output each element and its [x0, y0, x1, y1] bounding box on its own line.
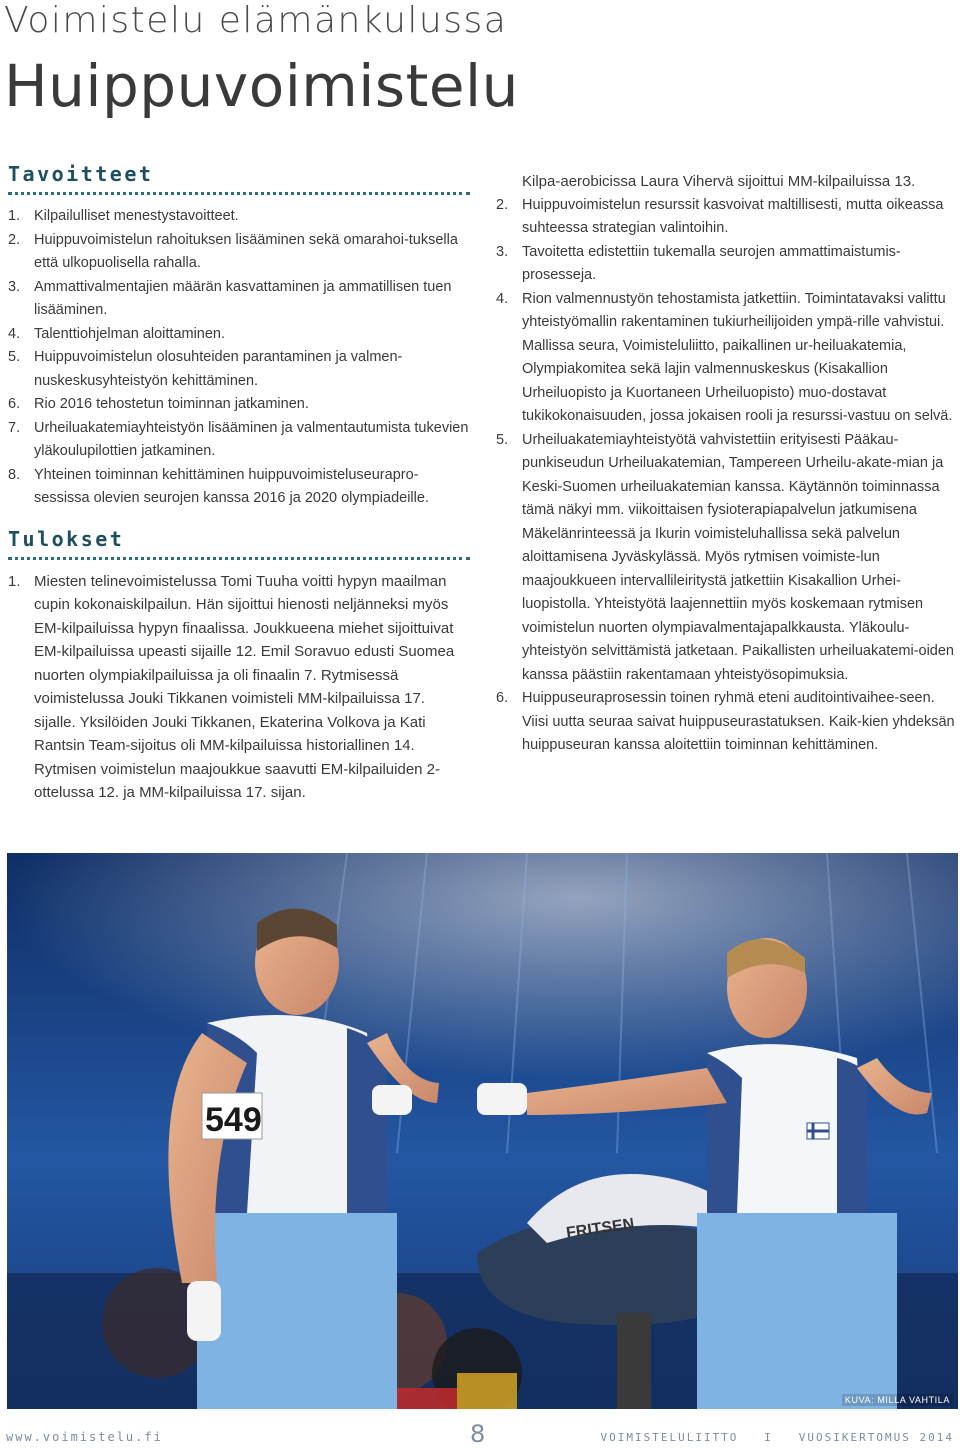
photo-credit: KUVA: MILLA VAHTILA: [842, 1394, 953, 1406]
bib-number: 549: [205, 1101, 262, 1139]
goal-number: 3.: [8, 278, 21, 295]
goal-number: 7.: [8, 419, 21, 436]
goal-item: [8, 205, 470, 229]
goal-number: 4.: [8, 325, 21, 342]
result-item: [496, 194, 958, 241]
result-item: [8, 570, 470, 805]
results-list-left: [8, 570, 470, 805]
result-number: 2.: [496, 196, 509, 213]
goal-number: 1.: [8, 208, 21, 224]
result-number: 1.: [8, 572, 21, 590]
goal-number: 8.: [8, 466, 21, 483]
goals-heading: Tavoitteet: [8, 162, 154, 186]
goal-text: Yhteinen toiminnan kehittäminen huippuvoimisteluseurapro-sessissa olevien seurojen kanssa 2016 ja 2020 olympiadeille.: [34, 466, 429, 506]
page-title: Huippuvoimistelu: [4, 52, 519, 120]
result-number: 5.: [496, 431, 509, 448]
right-column: [496, 170, 958, 758]
result-continuation: Kilpa-aerobicissa Laura Vihervä sijoittui MM-kilpailuissa 13.: [522, 173, 916, 190]
goals-list: [8, 205, 470, 511]
result-item: [496, 687, 958, 758]
result-item: [496, 241, 958, 288]
result-text: Rion valmennustyön tehostamista jatkettiin. Toimintatavaksi valittu yhteistyömallin rakentaminen tukiurheilijoiden ympä-rille vahvistui. Mallissa seura, Voimisteluliitto, paikallinen ur-heiluakatemia, Olympiakomitea sekä lajin valmennuskeskus (Kisakallion Urheiluopisto ja Kuortaneen Urheiluopisto) muo-dostavat tukikokonaisuuden, jossa jokaisen rooli ja resurssi-vastuu on selvä.: [522, 290, 953, 424]
left-column: [8, 160, 470, 805]
goal-item: [8, 346, 470, 393]
result-item: [496, 429, 958, 688]
goal-text: Rio 2016 tehostetun toiminnan jatkaminen.: [34, 396, 309, 412]
goal-number: 5.: [8, 349, 21, 365]
result-text: Urheiluakatemiayhteistyötä vahvistettiin erityisesti Pääkau-punkiseudun Urheiluakatemian, Tampereen Urheilu-akate-mian ja Keski-Suomen urheiluakatemian kanssa. Käytännön toiminnassa tämä näkyi mm. viikoittaisen fysioterapiapalvelun jatkumisena Mäkelänrinteessä ja Ikurin voimisteluhallissa sekä palvelun aloittamisena Jyväskylässä. Myös rytmisen voimiste-lun maajoukkueen intervallileiritystä jatkettiin Kisakallion Urhei-luopistolla. Yhteistyötä laajennettiin myös koskemaan rytmisen voimistelun nuorten olympiavalmentajapalkkausta. Yläkoulu-yhteistyön selvittämistä jatketaan. Paikallisten urheiluakatemi-oiden kanssa päästiin rakentamaan yhteistyösopimuksia.: [522, 431, 954, 683]
goal-item: [8, 417, 470, 464]
result-number: 3.: [496, 243, 509, 260]
photo-illustration: [7, 853, 958, 1409]
goal-item: [8, 276, 470, 323]
goal-item: [8, 229, 470, 276]
results-divider: [8, 557, 470, 560]
result-number: 4.: [496, 290, 509, 307]
pommel-brand-label: FRITSEN: [565, 1215, 636, 1242]
results-heading: Tulokset: [8, 526, 125, 551]
series-title: Voimistelu elämänkulussa: [4, 0, 508, 41]
goal-text: Huippuvoimistelun olosuhteiden parantaminen ja valmen-nuskeskusyhteistyön kehittäminen.: [34, 349, 403, 389]
page-number: 8: [470, 1420, 486, 1448]
goal-item: [8, 393, 470, 417]
footer-url: www.voimistelu.fi: [6, 1430, 163, 1444]
result-text: Miesten telinevoimistelussa Tomi Tuuha voitti hypyn maailman cupin kokonaiskilpailun. Hän sijoittui hienosti neljänneksi myös EM-kilpailuissa hypyn finaalissa. Joukkueena miehet sijoittuivat EM-kilpailuissa upeasti sijaille 12. Emil Soravuo edusti Suomea nuorten olympiakilpailuissa ja oli finaalin 7. Rytmisessä voimistelussa Jouki Tikkanen voimisteli MM-kilpailuissa 17. sijalle. Yksilöiden Jouki Tikkanen, Ekaterina Volkova ja Kati Rantsin Team-sijoitus oli MM-kilpailuissa historiallinen 14. Rytmisen voimistelun maajoukkue saavutti EM-kilpailuiden 2-ottelussa 12. ja MM-kilpailuissa 17. sijan.: [34, 572, 455, 801]
result-item: [496, 288, 958, 429]
goal-item: [8, 323, 470, 347]
goal-text: Urheiluakatemiayhteistyön lisääminen ja valmentautumista tukevien yläkoulupilottien jatkaminen.: [34, 419, 469, 459]
result-text: Tavoitetta edistettiin tukemalla seurojen ammattimaistumis-prosesseja.: [522, 243, 901, 283]
gymnastics-photo: [7, 853, 958, 1409]
goals-divider: [8, 192, 470, 195]
result-number: 6.: [496, 690, 509, 706]
goal-text: Ammattivalmentajien määrän kasvattaminen ja ammatillisen tuen lisääminen.: [34, 278, 452, 318]
goal-item: [8, 464, 470, 511]
footer: [0, 1420, 960, 1448]
goal-text: Talenttiohjelman aloittaminen.: [34, 325, 226, 342]
footer-publication: VOIMISTELULIITTO I VUOSIKERTOMUS 2014: [600, 1431, 954, 1444]
goal-number: 6.: [8, 396, 21, 412]
result-text: Huippuseuraprosessin toinen ryhmä eteni auditointivaihee-seen. Viisi uutta seuraa saivat huippuseurastatuksen. Kaik-kien yhdeksän huippuseuran kanssa aloitettiin toiminnan kehittäminen.: [522, 690, 955, 753]
results-list-right: [496, 194, 958, 758]
result-text: Huippuvoimistelun resurssit kasvoivat maltillisesti, mutta oikeassa suhteessa strategian valintoihin.: [522, 196, 944, 236]
goal-text: Huippuvoimistelun rahoituksen lisääminen sekä omarahoi-tuksella että ulkopuolisella rahalla.: [34, 231, 458, 271]
goal-number: 2.: [8, 231, 21, 248]
goal-text: Kilpailulliset menestystavoitteet.: [34, 208, 239, 224]
